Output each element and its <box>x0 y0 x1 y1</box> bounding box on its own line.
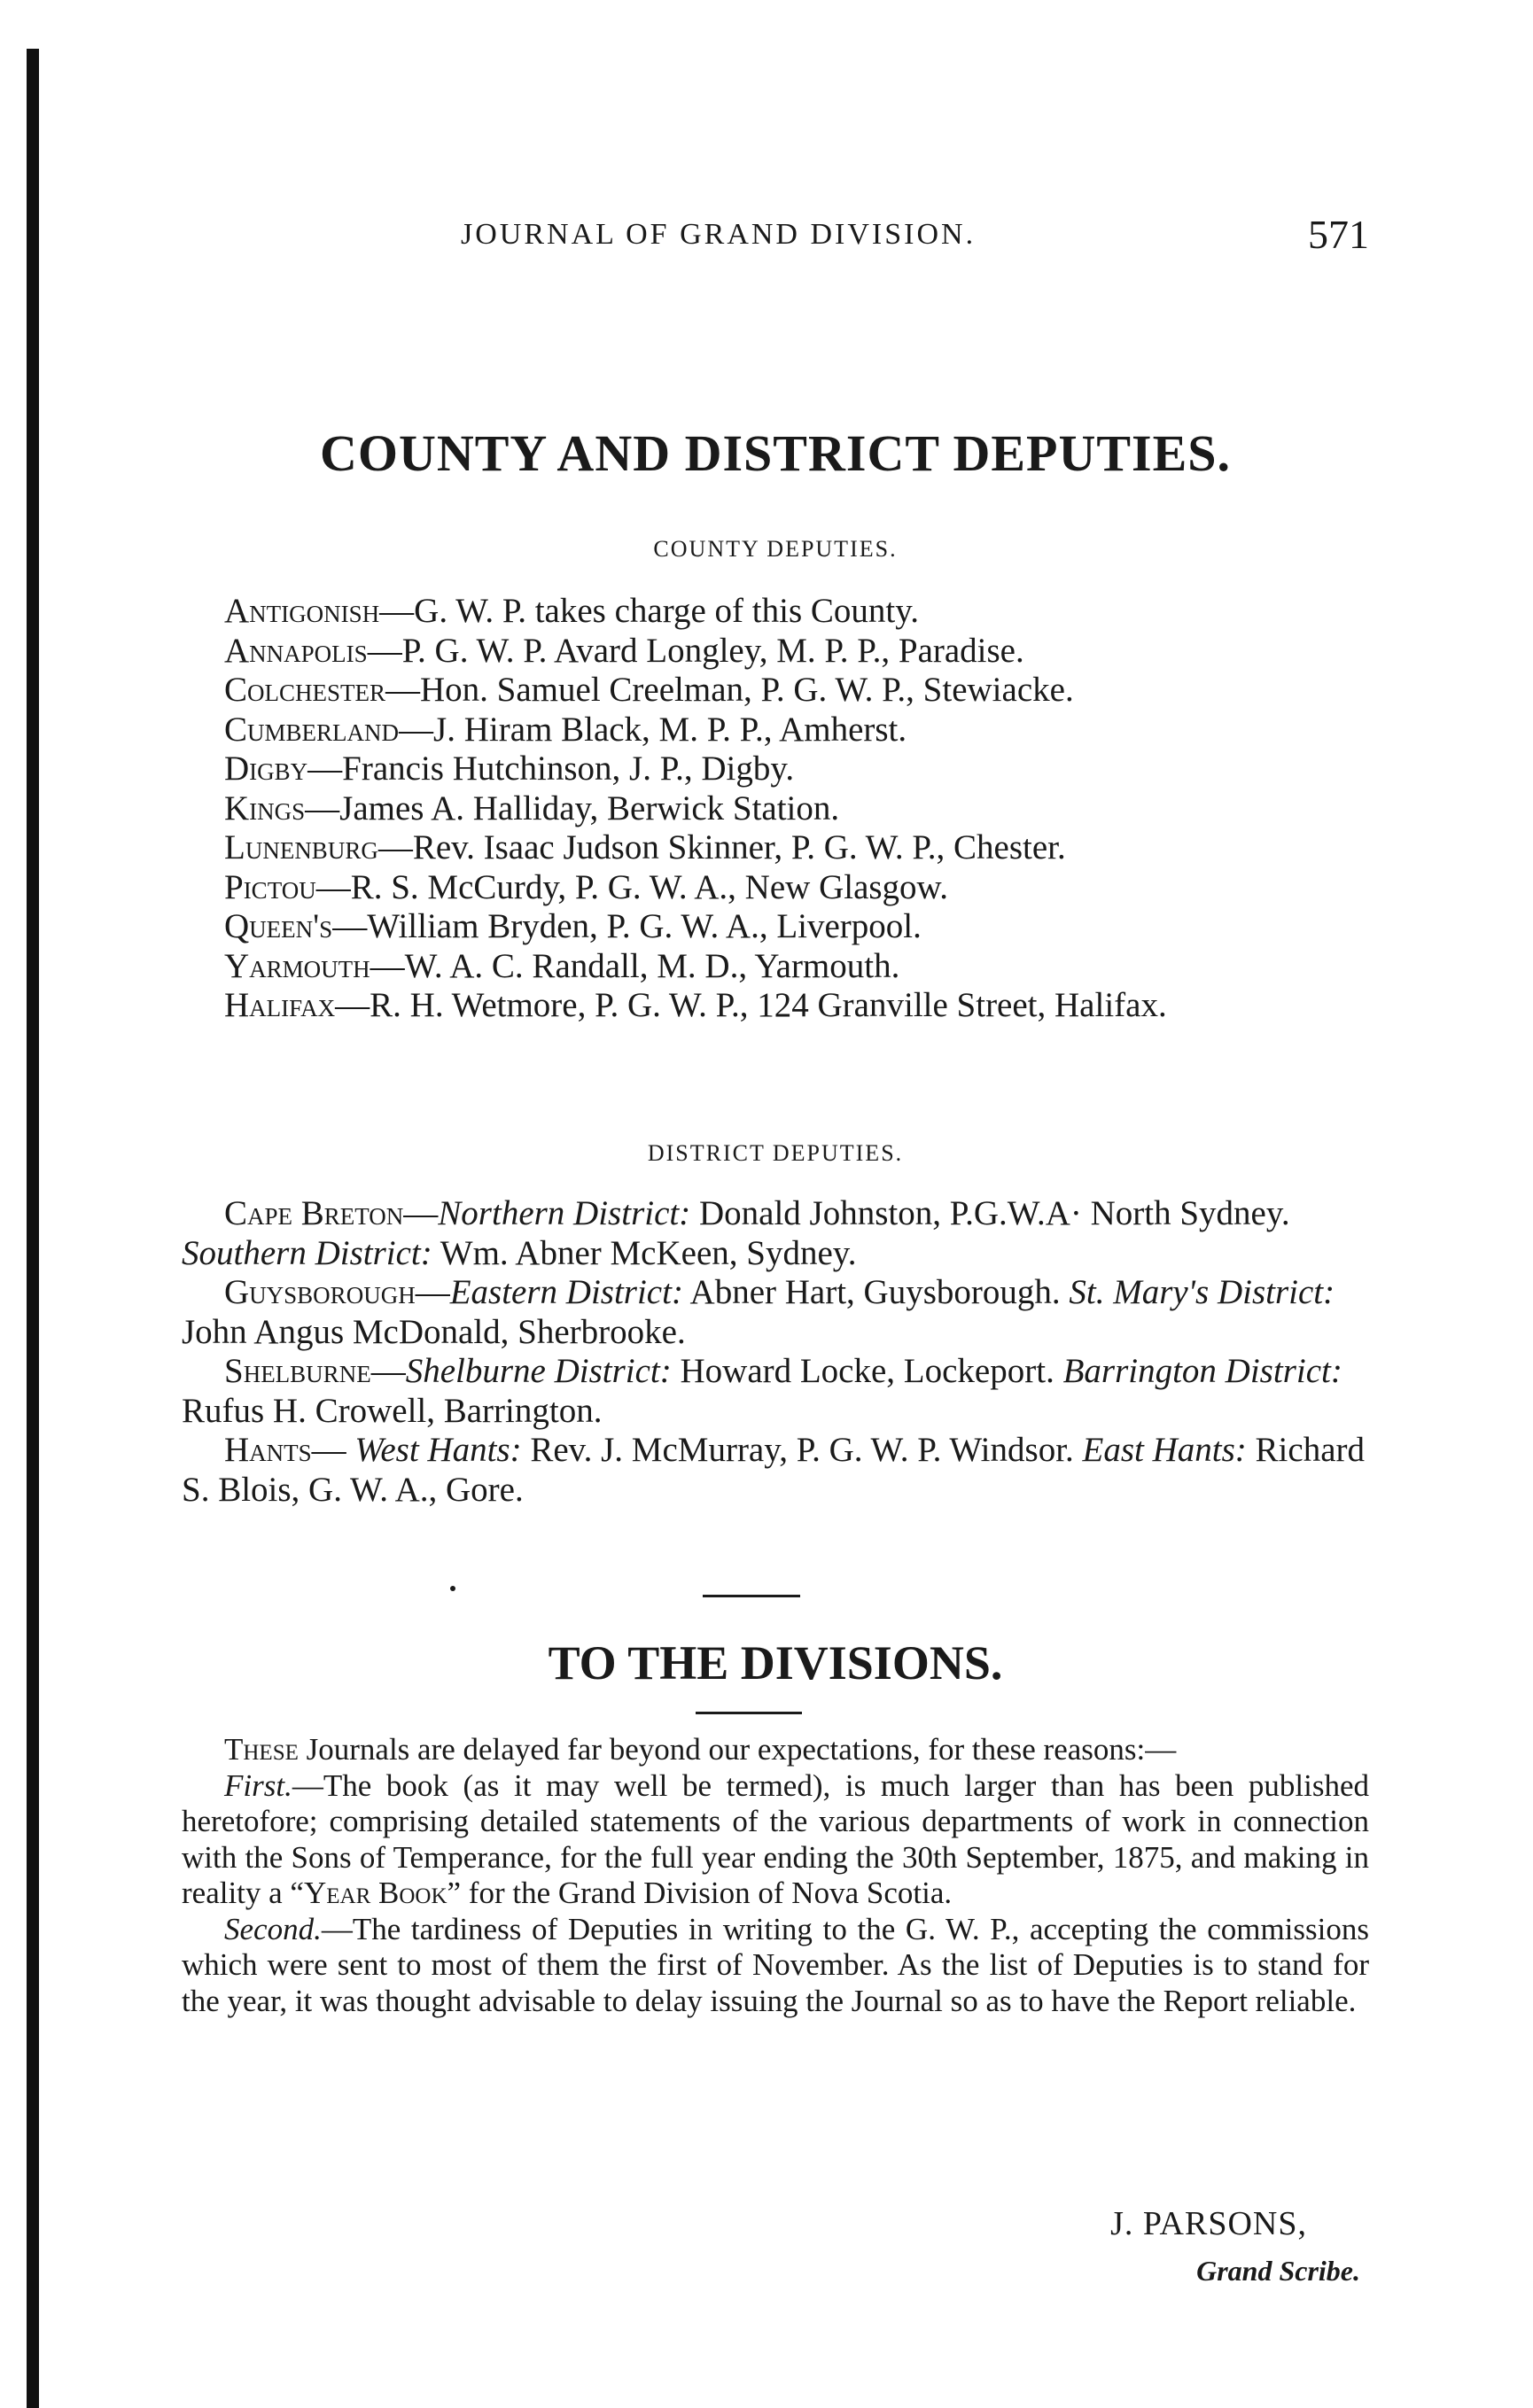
county-entry-annapolis <box>182 632 1369 672</box>
county-deputy: —P. G. W. P. Avard Longley, M. P. P., Paradise. <box>367 631 1024 670</box>
signature-name: J. PARSONS, <box>1110 2205 1307 2242</box>
district-entry-shelburne <box>182 1352 1369 1431</box>
county-name: Hants <box>224 1431 312 1469</box>
county-entry-yarmouth <box>182 947 1369 987</box>
county-name: Cumberland <box>224 710 400 749</box>
county-deputy: —G. W. P. takes charge of this County. <box>379 592 919 630</box>
intro-lead: These <box>224 1732 299 1767</box>
county-name: Cape Breton <box>224 1194 404 1232</box>
district-deputy: Howard Locke, Lockeport. <box>671 1352 1063 1390</box>
dash: — <box>311 1431 355 1469</box>
second-reason-paragraph <box>182 1912 1369 2020</box>
district-label: Shelburne District: <box>405 1352 672 1390</box>
divisions-body <box>182 1732 1369 2019</box>
district-label: East Hants: <box>1082 1431 1247 1469</box>
county-name: Kings <box>224 788 306 827</box>
district-label: Barrington District: <box>1062 1352 1342 1390</box>
year-book-term: Year Book <box>303 1876 447 1910</box>
county-entry-kings <box>182 789 1369 829</box>
county-name: Antigonish <box>224 592 380 630</box>
intro-text: Journals are delayed far beyond our expectations, for these reasons:— <box>298 1732 1177 1767</box>
first-text-a: —The book (as it may well be termed), is much larger than has been published heretofore; comprising detailed statements of the various departments of work in connection with the Sons of Temperance, for the full year ending the 30th September, 1875, and making in reality a “ <box>182 1767 1369 1910</box>
district-label: Southern District: <box>182 1233 432 1272</box>
county-deputy: —R. H. Wetmore, P. G. W. P., 124 Granville Street, Halifax. <box>335 986 1167 1024</box>
first-reason-paragraph <box>182 1768 1369 1912</box>
county-deputies-heading: COUNTY DEPUTIES. <box>653 536 898 562</box>
district-deputies-list <box>182 1194 1369 1510</box>
county-deputy: —R. S. McCurdy, P. G. W. A., New Glasgow. <box>315 867 948 906</box>
county-name: Queen's <box>224 907 333 945</box>
county-name: Colchester <box>224 671 386 709</box>
county-entry-colchester <box>182 671 1369 711</box>
district-deputy: Wm. Abner McKeen, Sydney. <box>432 1233 857 1272</box>
dash: — <box>415 1273 450 1311</box>
district-deputy: Donald Johnston, P.G.W.A· North Sydney. <box>690 1194 1290 1232</box>
district-label: Northern District: <box>438 1194 691 1232</box>
county-entry-antigonish <box>182 592 1369 632</box>
district-label: St. Mary's District: <box>1069 1273 1335 1311</box>
county-name: Pictou <box>224 867 316 906</box>
county-name: Guysborough <box>224 1273 416 1311</box>
county-deputy: —William Bryden, P. G. W. A., Liverpool. <box>332 907 922 945</box>
district-entry-guysborough <box>182 1273 1369 1352</box>
intro-paragraph <box>182 1732 1369 1768</box>
county-deputy: —Rev. Isaac Judson Skinner, P. G. W. P., Chester. <box>377 828 1066 866</box>
district-deputies-heading: DISTRICT DEPUTIES. <box>647 1140 904 1166</box>
first-label: First. <box>224 1767 292 1803</box>
county-deputy: —Francis Hutchinson, J. P., Digby. <box>307 750 795 788</box>
county-entry-halifax <box>182 986 1369 1026</box>
county-name: Halifax <box>224 986 336 1024</box>
second-text: —The tardiness of Deputies in writing to the G. W. P., accepting the commissions which were sent to most of them the first of November. As the list of Deputies is to stand for the year, it was thought advisable to delay issuing the Journal so as to have the Report reliable. <box>182 1911 1369 2018</box>
county-deputy: —James A. Halliday, Berwick Station. <box>305 788 840 827</box>
county-name: Yarmouth <box>224 946 370 985</box>
first-text-b: ” for the Grand Division of Nova Scotia. <box>447 1876 953 1910</box>
county-deputy: —Hon. Samuel Creelman, P. G. W. P., Stewiacke. <box>385 671 1074 709</box>
county-entry-queens <box>182 907 1369 947</box>
dash: — <box>403 1194 439 1232</box>
county-deputies-list <box>182 592 1369 1026</box>
page-number: 571 <box>1308 212 1369 257</box>
county-deputy: —W. A. C. Randall, M. D., Yarmouth. <box>370 946 900 985</box>
district-label: Eastern District: <box>449 1273 683 1311</box>
running-head <box>182 211 1369 264</box>
district-label: West Hants: <box>354 1431 522 1469</box>
second-label: Second. <box>224 1911 322 1946</box>
county-entry-pictou <box>182 868 1369 908</box>
scan-edge-bar <box>27 49 39 2408</box>
county-name: Digby <box>224 750 308 788</box>
district-deputy: Rev. J. McMurray, P. G. W. P. Windsor. <box>521 1431 1083 1469</box>
running-title: JOURNAL OF GRAND DIVISION. <box>461 218 977 251</box>
district-deputy: John Angus McDonald, Sherbrooke. <box>182 1312 686 1351</box>
county-name: Shelburne <box>224 1352 371 1390</box>
district-entry-cape-breton <box>182 1194 1369 1273</box>
ink-dot <box>450 1586 455 1591</box>
county-entry-cumberland <box>182 711 1369 750</box>
dash: — <box>370 1352 406 1390</box>
county-entry-digby <box>182 750 1369 789</box>
district-deputy: Richard S. Blois, G. W. A., Gore. <box>182 1431 1365 1509</box>
county-deputy: —J. Hiram Black, M. P. P., Amherst. <box>399 710 907 749</box>
district-deputy: Abner Hart, Guysborough. <box>682 1273 1070 1311</box>
section-divider-bottom <box>696 1712 802 1714</box>
district-entry-hants <box>182 1431 1369 1510</box>
county-name: Lunenburg <box>224 828 378 866</box>
section-divider-top <box>703 1595 800 1597</box>
county-entry-lunenburg <box>182 828 1369 868</box>
signature-title: Grand Scribe. <box>1196 2255 1360 2287</box>
county-name: Annapolis <box>224 631 368 670</box>
page-title: COUNTY AND DISTRICT DEPUTIES. <box>319 424 1232 482</box>
divisions-title: TO THE DIVISIONS. <box>548 1636 1003 1689</box>
district-deputy: Rufus H. Crowell, Barrington. <box>182 1391 603 1430</box>
